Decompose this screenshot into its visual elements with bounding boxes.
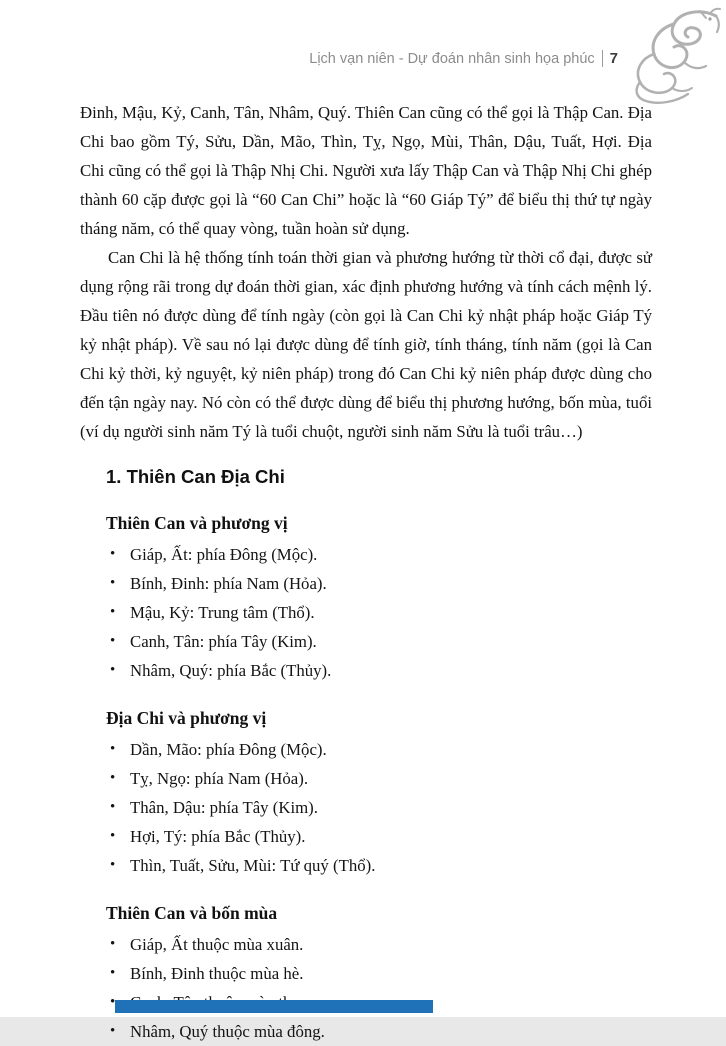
list-item: • Tỵ, Ngọ: phía Nam (Hỏa). xyxy=(106,764,652,793)
section-heading: 1. Thiên Can Địa Chi xyxy=(106,466,285,487)
list-item: • Giáp, Ất thuộc mùa xuân. xyxy=(106,930,652,959)
header-divider xyxy=(602,50,603,67)
subheading-dia-chi-phuong-vi: Địa Chi và phương vị xyxy=(106,708,267,728)
list-item: • Thìn, Tuất, Sửu, Mùi: Tứ quý (Thổ). xyxy=(106,851,652,880)
list-item: • Giáp, Ất: phía Đông (Mộc). xyxy=(106,540,652,569)
paragraph-2: Can Chi là hệ thống tính toán thời gian và phương hướng từ thời cổ đại, được sử dụng rộng rãi trong dự đoán thời gian, xác định phương hướng và tính cách mệnh lý. Đầu tiên nó được dùng để tính ngày (còn gọi là Can Chi kỷ nhật pháp hoặc Giáp Tý kỷ nhật pháp). Về sau nó lại được dùng để tính giờ, tính tháng, tính năm (gọi là Can Chi kỷ thời, kỷ nguyệt, kỷ niên pháp) trong đó Can Chi kỷ niên pháp được dùng cho đến tận ngày nay. Nó còn có thể được dùng để biểu thị phương hướng, bốn mùa, tuổi (ví dụ người sinh năm Tý là tuổi chuột, người sinh năm Sửu là tuổi trâu…) xyxy=(80,248,652,441)
list-item: • Bính, Đinh thuộc mùa hè. xyxy=(106,959,652,988)
list-item: • Thân, Dậu: phía Tây (Kim). xyxy=(106,793,652,822)
list-thien-can-bon-mua xyxy=(80,930,652,1046)
paragraph-1: Đinh, Mậu, Kỷ, Canh, Tân, Nhâm, Quý. Thiên Can cũng có thể gọi là Thập Can. Địa Chi bao gồm Tý, Sửu, Dần, Mão, Thìn, Tỵ, Ngọ, Mùi, Thân, Dậu, Tuất, Hợi. Địa Chi cũng có thể gọi là Thập Nhị Chi. Người xưa lấy Thập Can và Thập Nhị Chi ghép thành 60 cặp được gọi là “60 Can Chi” hoặc là “60 Giáp Tý” để biểu thị thứ tự ngày tháng năm, có thể quay vòng, tuần hoàn sử dụng. xyxy=(80,103,652,238)
list-item: • Dần, Mão: phía Đông (Mộc). xyxy=(106,735,652,764)
page-content xyxy=(80,98,652,1046)
subheading-thien-can-phuong-vi: Thiên Can và phương vị xyxy=(106,513,288,533)
list-item: • Nhâm, Quý: phía Bắc (Thủy). xyxy=(106,656,652,685)
dragon-icon xyxy=(620,6,724,104)
subheading-thien-can-bon-mua: Thiên Can và bốn mùa xyxy=(106,903,278,923)
list-item: • Hợi, Tý: phía Bắc (Thủy). xyxy=(106,822,652,851)
running-header xyxy=(309,50,618,67)
running-title: Lịch vạn niên - Dự đoán nhân sinh họa phúc xyxy=(309,50,595,67)
list-item: • Canh, Tân: phía Tây (Kim). xyxy=(106,627,652,656)
list-dia-chi-phuong-vi xyxy=(80,735,652,880)
list-item: • Bính, Đinh: phía Nam (Hỏa). xyxy=(106,569,652,598)
list-item: • Nhâm, Quý thuộc mùa đông. xyxy=(106,1017,652,1046)
list-thien-can-phuong-vi xyxy=(80,540,652,685)
list-item: • Mậu, Kỷ: Trung tâm (Thổ). xyxy=(106,598,652,627)
footer-bar xyxy=(115,1000,433,1013)
page-number: 7 xyxy=(609,50,618,67)
